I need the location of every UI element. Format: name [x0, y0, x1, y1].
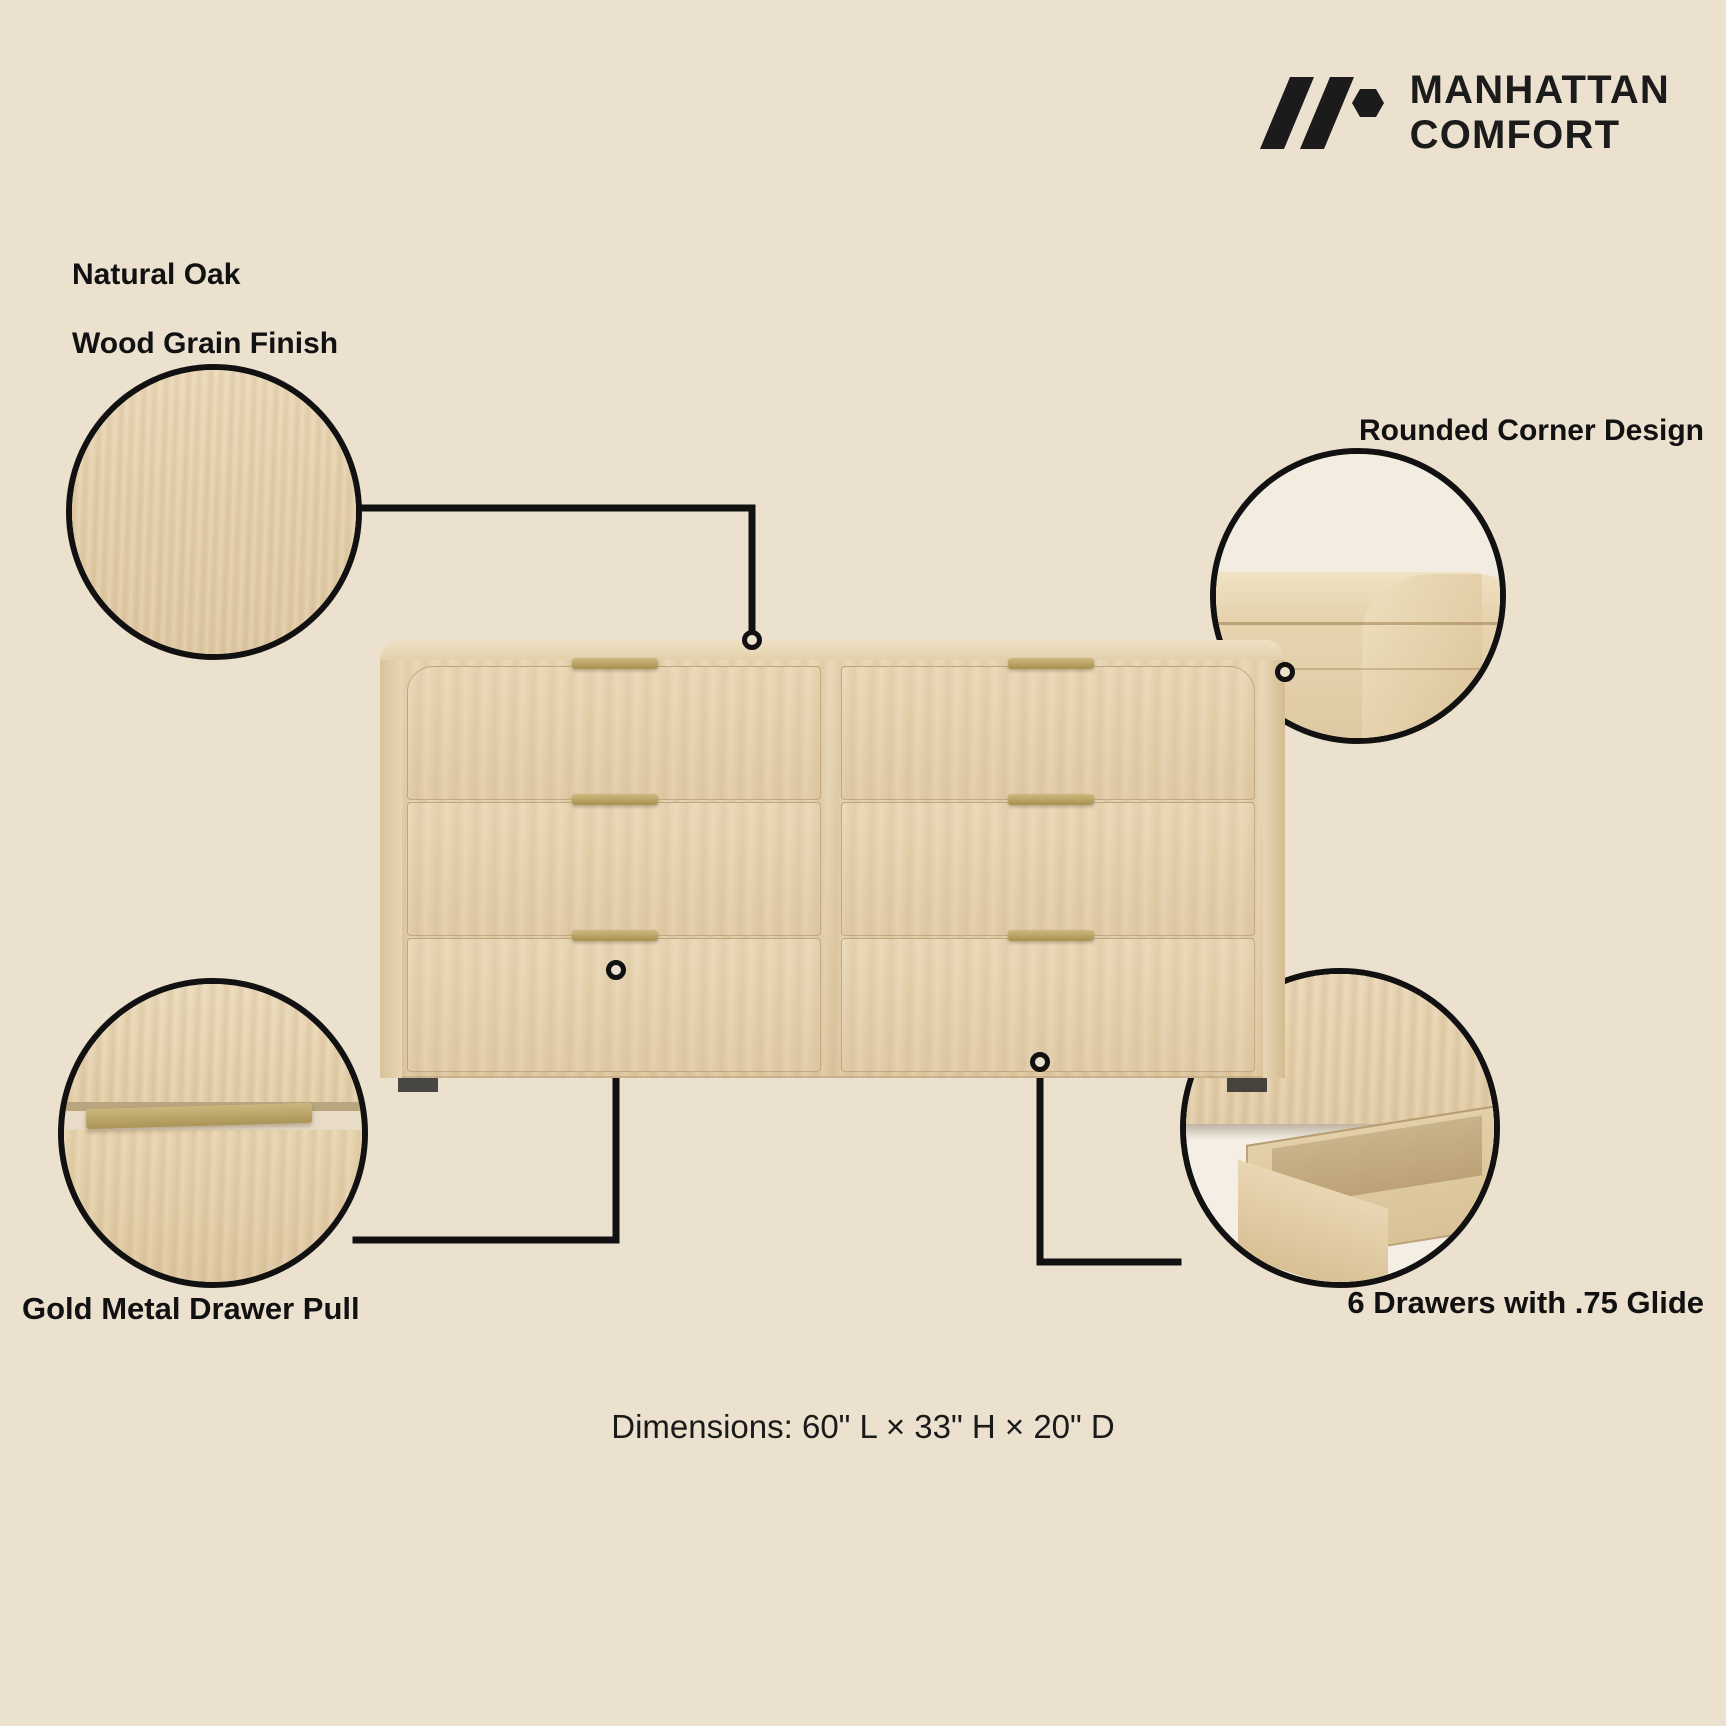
gold-handle-closeup-icon — [64, 984, 362, 1282]
callout-label-drawer-glide: 6 Drawers with .75 Glide — [1347, 1285, 1704, 1320]
leader-dot-natural-oak — [742, 630, 762, 650]
callout-label-natural-oak-line2: Wood Grain Finish — [72, 327, 339, 360]
drawer-handle-icon — [1008, 658, 1094, 669]
table-row — [407, 666, 821, 800]
detail-bubble-gold-pull — [58, 978, 368, 1288]
table-row — [407, 802, 821, 936]
table-row — [407, 938, 821, 1072]
drawer-handle-icon — [572, 794, 658, 805]
table-row — [841, 802, 1255, 936]
drawer-handle-icon — [1008, 794, 1094, 805]
detail-bubble-wood-grain — [66, 364, 362, 660]
leader-dot-drawer-glide — [1030, 1052, 1050, 1072]
callout-label-gold-pull: Gold Metal Drawer Pull — [22, 1291, 360, 1326]
callout-label-rounded-corner: Rounded Corner Design — [1358, 414, 1704, 447]
drawer-handle-icon — [572, 930, 658, 941]
cabinet-top-edge — [380, 640, 1285, 660]
cabinet-foot-right — [1227, 1078, 1267, 1092]
table-row — [841, 938, 1255, 1072]
brand-name-line2: COMFORT — [1409, 112, 1621, 157]
cabinet-body — [380, 640, 1285, 1078]
callout-label-natural-oak — [72, 252, 338, 366]
table-row — [841, 666, 1255, 800]
cabinet-right-side — [1263, 640, 1285, 1078]
dimensions-text: Dimensions: 60" L × 33" H × 20" D — [611, 1408, 1115, 1445]
product-illustration-dresser — [380, 640, 1285, 1095]
leader-natural-oak — [352, 508, 752, 640]
wood-grain-swatch-icon — [72, 370, 356, 654]
callout-label-natural-oak-line1: Natural Oak — [72, 258, 241, 291]
cabinet-left-side — [380, 640, 402, 1078]
leader-dot-rounded-corner — [1275, 662, 1295, 682]
drawer-handle-icon — [572, 658, 658, 669]
cabinet-foot-left — [398, 1078, 438, 1092]
leader-dot-gold-pull — [606, 960, 626, 980]
brand-name-line1: MANHATTAN — [1409, 68, 1670, 112]
drawer-handle-icon — [1008, 930, 1094, 941]
